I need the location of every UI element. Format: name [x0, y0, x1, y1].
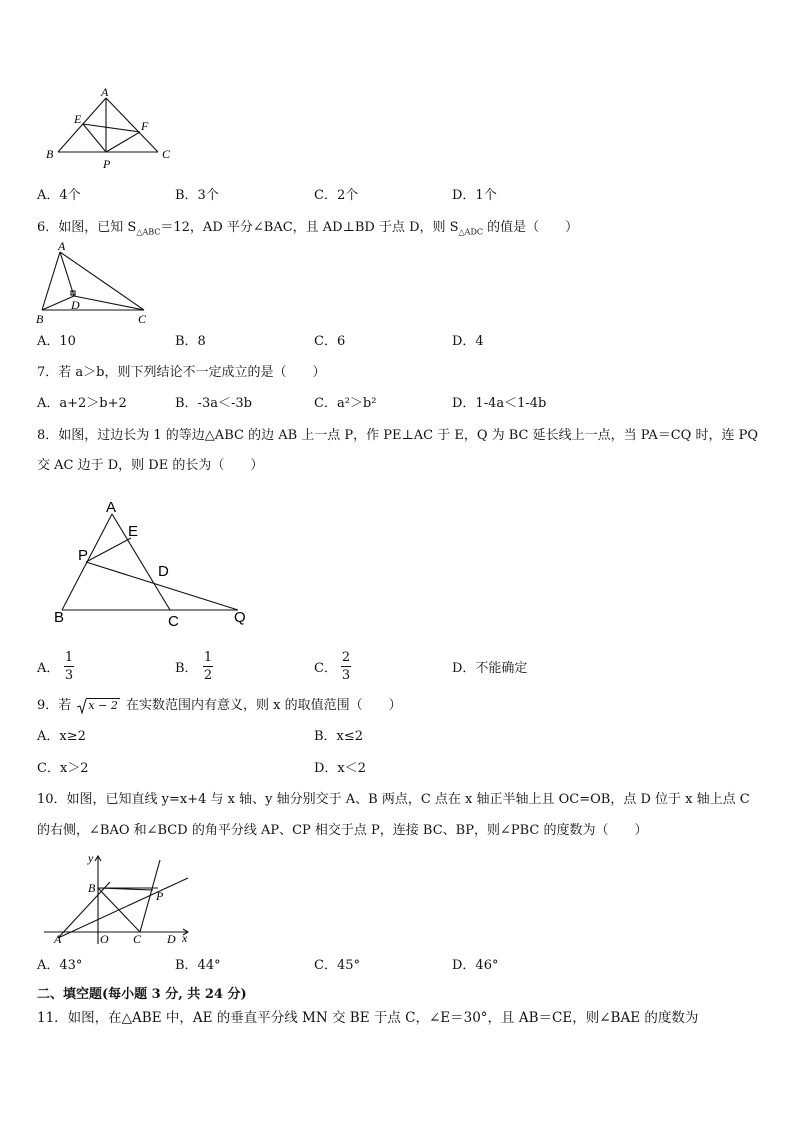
q5-figure	[40, 86, 190, 176]
q8-option-c-prefix: C．	[314, 661, 337, 676]
q8-option-c-fraction	[339, 650, 353, 683]
q5-label-a: A	[101, 86, 109, 99]
q6-label-b: B	[36, 312, 44, 326]
q5-option-b: B．3个	[175, 188, 219, 203]
q10-label-c: C	[133, 932, 142, 946]
q8-label-p: P	[78, 547, 89, 564]
q10-label-d: D	[167, 932, 176, 946]
q5-label-f: F	[141, 119, 149, 133]
q9-option-d: D．x＜2	[314, 761, 367, 776]
q10-label-x: x	[182, 931, 188, 945]
q8-option-a-numerator: 1	[64, 650, 74, 665]
q9-stem: 9．若 x − 2 在实数范围内有意义，则 x 的取值范围（ ）	[37, 698, 402, 713]
q8-stem-line1: 8．如图，过边长为 1 的等边△ABC 的边 AB 上一点 P，作 PE⊥AC 于 E，Q 为 BC 延长线上一点，当 PA＝CQ 时，连 PQ	[37, 428, 758, 443]
q8-option-b-numerator: 1	[203, 650, 213, 665]
q8-option-b-fraction	[201, 650, 215, 683]
q10-label-y: y	[88, 852, 94, 865]
section-2-title: 二、填空题(每小题 3 分, 共 24 分)	[37, 987, 247, 1002]
q8-label-b: B	[54, 609, 65, 626]
q7-option-b: B．-3a＜-3b	[175, 396, 252, 411]
q8-option-b-denominator: 2	[203, 668, 213, 683]
q5-label-e: E	[74, 112, 82, 126]
q8-option-c-denominator: 3	[341, 668, 351, 683]
q9-option-a: A．x≥2	[37, 729, 86, 744]
q7-stem: 7．若 a＞b，则下列结论不一定成立的是（ ）	[37, 365, 326, 380]
q6-label-d: D	[71, 298, 80, 312]
q5-option-c: C．2个	[314, 188, 359, 203]
q8-label-a: A	[106, 499, 117, 516]
q8-label-d: D	[158, 563, 169, 580]
q10-option-c: C．45°	[314, 958, 360, 973]
q8-label-c: C	[168, 613, 179, 630]
q10-stem-line1: 10．如图，已知直线 y=x+4 与 x 轴、y 轴分别交于 A、B 两点，C 点在 x 轴正半轴上且 OC=OB，点 D 位于 x 轴上点 C	[37, 792, 750, 807]
q10-label-o: O	[100, 932, 109, 946]
q10-figure	[40, 852, 195, 948]
q10-stem-line2: 的右侧，∠BAO 和∠BCD 的角平分线 AP、CP 相交于点 P，连接 BC、BP，则∠PBC 的度数为（ ）	[37, 823, 648, 838]
q5-option-a: A．4个	[37, 188, 81, 203]
q8-option-c-numerator: 2	[341, 650, 351, 665]
q5-label-b: B	[46, 147, 54, 161]
q6-option-a: A．10	[37, 334, 76, 349]
q6-label-a: A	[58, 240, 66, 253]
q11-stem: 11．如图，在△ABE 中，AE 的垂直平分线 MN 交 BE 于点 C，∠E＝30°，且 AB＝CE，则∠BAE 的度数为	[37, 1010, 699, 1026]
q5-option-d: D．1个	[452, 188, 497, 203]
q10-option-b: B．44°	[175, 958, 221, 973]
q6-figure	[34, 240, 159, 330]
q10-label-b: B	[88, 881, 96, 895]
q6-stem: 6．如图，已知 $S_{\triangle ABC}=12$，AD 平分∠BAC，且 AD⊥BD 于点 D，则 $S_{\triangle ADC}$ 的值是（ ）	[37, 220, 579, 237]
q10-option-d: D．46°	[452, 958, 499, 973]
q6-option-d: D．4	[452, 334, 484, 349]
q10-label-a: A	[54, 932, 62, 946]
q5-label-c: C	[162, 147, 171, 161]
q8-option-a-prefix: A．	[37, 661, 60, 676]
q10-label-p: P	[156, 889, 164, 903]
q8-stem-line2: 交 AC 边于 D，则 DE 的长为（ ）	[37, 458, 264, 473]
q8-option-a-fraction	[62, 650, 76, 683]
q6-option-b: B．8	[175, 334, 206, 349]
q9-option-b: B．x≤2	[314, 729, 364, 744]
q8-label-e: E	[128, 523, 139, 540]
q6-option-c: C．6	[314, 334, 346, 349]
q8-label-q: Q	[234, 609, 246, 626]
q7-option-c: C．a²＞b²	[314, 396, 377, 411]
q9-option-c: C．x＞2	[37, 761, 89, 776]
q8-figure	[48, 494, 258, 634]
q5-label-p: P	[103, 157, 111, 171]
q10-option-a: A．43°	[37, 958, 83, 973]
q7-option-d: D．1-4a＜1-4b	[452, 396, 547, 411]
q6-label-c: C	[138, 312, 147, 326]
q7-option-a: A．a+2＞b+2	[37, 396, 127, 411]
q8-option-a-denominator: 3	[64, 668, 74, 683]
q8-option-d: D．不能确定	[452, 661, 528, 676]
q8-option-b-prefix: B．	[175, 661, 198, 676]
q9-radical: x − 2	[77, 698, 119, 714]
